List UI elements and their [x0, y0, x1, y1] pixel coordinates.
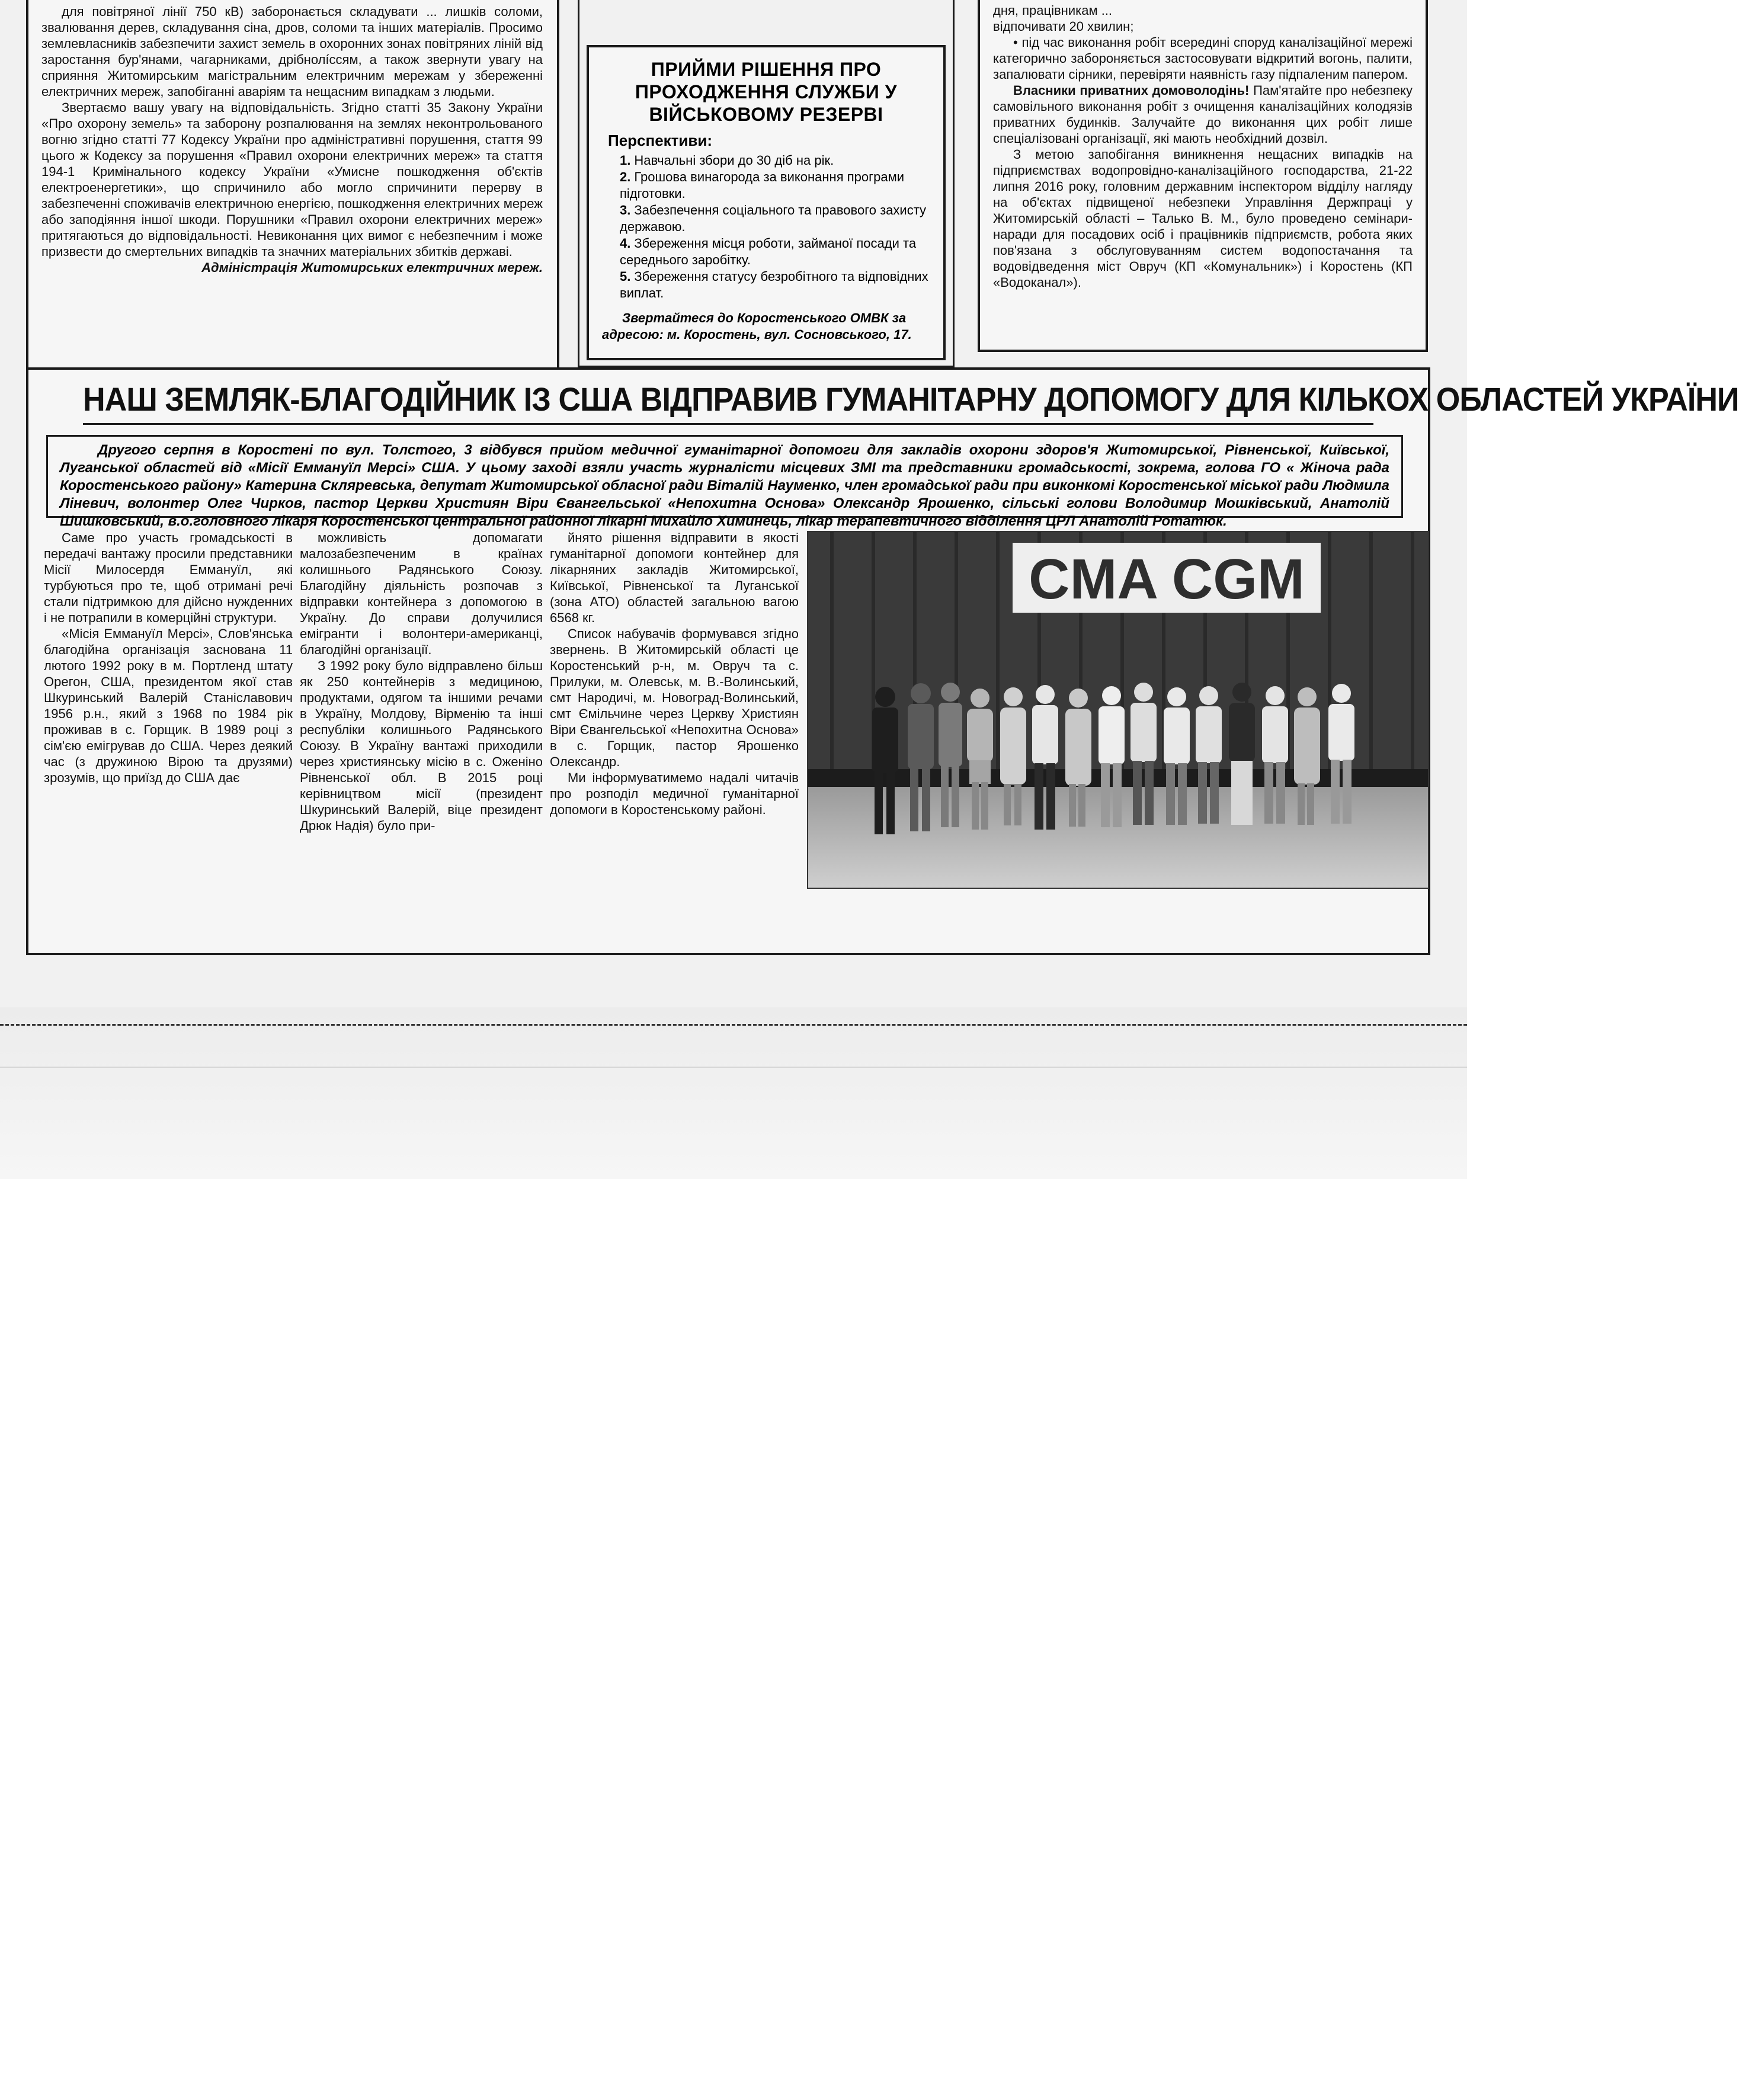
article-lead	[46, 435, 1403, 529]
cma-cgm-logo: CMA CGM	[1029, 548, 1305, 611]
lead-text: Другого серпня в Коростені по вул. Толстого, 3 відбувся прийом медичної гуманітарної допомоги для закладів охорони здоров'я Житомирської, Рівненської, Київської, Луганської областей від «Місії Еммануїл Мерсі» США. У цьому заході взяли участь журналісти місцевих ЗМІ та представники громадськості, зокрема, голова ГО « Жіноча рада Коростенського району» Катерина Склярeвська, депутат Житомирської обласної ради Віталій Науменко, член громадської ради при виконкомі Коростенської міської ради Людмила Ліневич, волонтер Олег Чирков, пастор Церкви Християн Віри Євангельської «Непохитна Основа» Олександр Ярошенко, сільські голови Володимир Мошківський, Анатолій Шишковський, в.о.головного лікаря Коростенської центральної районної лікарні Михайло Химинець, лікар терапевтичного відділення ЦРЛ Анатолій Ротатюк.	[60, 442, 1389, 529]
notice-paragraph: Звертаємо вашу увагу на відповідальність. Згідно статті 35 Закону України «Про охорону земель» та заборону розпалювання на землях неконтрольованого вогню згідно статті 77 Кодексу України про адміністративні порушення, стаття 99 цього ж Кодексу за порушення «Правил охорони електричних мереж» та стаття 194-1 Кримінального кодексу України «Умисне пошкодження об'єктів електроенергетики», що спричинило або могло спричинити перерву в забезпеченні споживачів електричною енергією, пошкодження електричних мереж або заподіяння іншої шкоди. Порушники «Правил охорони електричних мереж» притягаються до відповідальності. Невиконання цих вимог є небезпечним і може призвести до смертельних випадків та значних матеріальних збитків державі.	[41, 100, 543, 259]
ad-address: Звертайтеся до Коростенського ОМВК за адресою: м. Коростень, вул. Сосновського, 17.	[602, 310, 912, 342]
article-column-1	[44, 530, 293, 786]
military-reserve-ad	[587, 45, 946, 360]
list-item: 2. Грошова винагорода за виконання програми підготовки.	[620, 169, 905, 201]
article-paragraph: «Місія Еммануїл Мерсі», Слов'янська благодійна організація заснована 11 лютого 1992 року в м. Портленд штату Орегон, США, президентом якої став Шкуринський Валерій Станіславович 1956 р.н., який з 1968 по 1984 рік проживав в с. Горщик. В 1989 році з сім'єю емігрував до США. Через деякий час (з дружиною Вірою та друзями) зрозумів, що приїзд до США дає	[44, 626, 293, 785]
notice-owners: Власники приватних домоволодінь! Пам'ятайте про небезпеку самовільного виконання робіт з очищення каналізаційних колодязів приватних будинків. Залучайте до виконання цих робіт лише спеціалізовані організації, які мають необхідний дозвіл.	[993, 83, 1413, 146]
list-item: 1. Навчальні збори до 30 діб на рік.	[620, 153, 834, 168]
article-paragraph: Список набувачів формувався згідно звернень. В Житомирській області це Коростенський р-н, м. Овруч та с. Прилуки, м. Олевськ, м. В.-Волинський, смт Народичі, м. Новоград-Волинський, смт Ємільчине через Церкву Християн Віри Євангельської «Непохитна Основа» в с. Горщик, пастор Ярошенко Олександр.	[550, 626, 799, 769]
notice-line: дня, працівникам ...	[993, 3, 1113, 18]
sewer-safety-notice	[978, 0, 1428, 352]
notice-signature: Адміністрація Житомирських електричних мереж.	[201, 260, 543, 275]
list-item: 3. Забезпечення соціального та правового захисту державою.	[620, 203, 927, 234]
fold-line	[0, 1067, 1467, 1068]
notice-paragraph: для повітряної лінії 750 кВ) заборонається складувати ... лишків соломи, звалювання дерев, складування сіна, дров, соломи та інших матеріалів. Просимо землевласників забезпечити захист земель в охоронних зонах повітряних ліній від заростання бур'янами, чагарниками, дрібнолíссям, а також звернути увагу на сприяння Житомирським магістральним електричним мережам у збереженні електричних мереж, запобіганні аваріям та нещасним випадкам з людьми.	[41, 4, 543, 99]
notice-line: відпочивати 20 хвилин;	[993, 19, 1134, 34]
power-lines-notice	[26, 0, 559, 376]
paper-bottom-shade	[0, 1007, 1467, 1179]
article-headline: НАШ ЗЕМЛЯК-БЛАГОДІЙНИК ІЗ США ВІДПРАВИВ ГУМАНІТАРНУ ДОПОМОГУ ДЛЯ КІЛЬКОХ ОБЛАСТЕЙ УКРАЇНИ	[83, 376, 1373, 425]
notice-bullet: • під час виконання робіт всередині споруд каналізаційної мережі категорично забороняється застосовувати відкритий вогонь, палити, запалювати сірники, перевіряти наявність газу підпаленим папером.	[993, 35, 1413, 82]
benefits-list	[602, 152, 930, 302]
ad-title: ПРИЙМИ РІШЕННЯ ПРО ПРОХОДЖЕННЯ СЛУЖБИ У ВІЙСЬКОВОМУ РЕЗЕРВІ	[635, 59, 898, 125]
article-paragraph: Ми інформуватимемо надалі читачів про розподіл медичної гуманітарної допомоги в Коростенському районі.	[550, 770, 799, 817]
list-item: 5. Збереження статусу безробітного та відповідних виплат.	[620, 269, 928, 300]
ad-subtitle: Перспективи:	[608, 132, 713, 149]
article-paragraph: йнято рішення відправити в якості гуманітарної допомоги контейнер для лікарняних закладів Житомирської, Київської, Рівненської та Луганської (зона АТО) областей загальною вагою 6568 кг.	[550, 530, 799, 625]
article-paragraph: Саме про участь громадськості в передачі вантажу просили представники Місії Милосердя Еммануїл, які турбуються про те, щоб отримані речі стали підтримкою для дійсно нужденних і не потрапили в комерційні структури.	[44, 530, 293, 625]
article-column-2	[300, 530, 543, 834]
article-paragraph: можливість допомагати малозабезпеченим в країнах колишнього Радянського Союзу. Благодійну діяльність розпочав з відправки контейнера з допомогою в Україну. До справи долучилися емігранти і волонтери-американці, благодійні організації.	[300, 530, 543, 657]
article-paragraph: З 1992 року було відправлено більш як 250 контейнерів з медициною, продуктами, одягом та іншими речами в Україну, Молдову, Вірменію та інші республіки колишнього Радянського Союзу. В Україну вантажі приходили через християнську місію в с. Оженіно Рівненської обл. В 2015 році керівництвом місії (президент Шкуринський Валерій, віце президент Дрюк Надія) було при-	[300, 658, 543, 833]
article-column-3	[550, 530, 799, 818]
charity-article	[26, 367, 1739, 955]
photo-illustration	[808, 532, 1428, 888]
group-photo	[807, 531, 1429, 889]
notice-paragraph: З метою запобігання виникнення нещасних випадків на підприємствах водопровідно-каналізаційного господарства, 21-22 липня 2016 року, головним державним інспектором відділу нагляду на об'єктах підвищеної небезпеки Управління Держпраці у Житомирській області – Талько В. М., було проведено семінари-наради для посадових осіб і працівників підприємств, робота яких пов'язана з обслуговуванням систем водопостачання та водовідведення міст Овруч (КП «Комунальник») і Коростень (КП «Водоканал»).	[993, 147, 1413, 290]
cut-line	[0, 1024, 1467, 1026]
list-item: 4. Збереження місця роботи, займаної посади та середнього заробітку.	[620, 236, 917, 267]
